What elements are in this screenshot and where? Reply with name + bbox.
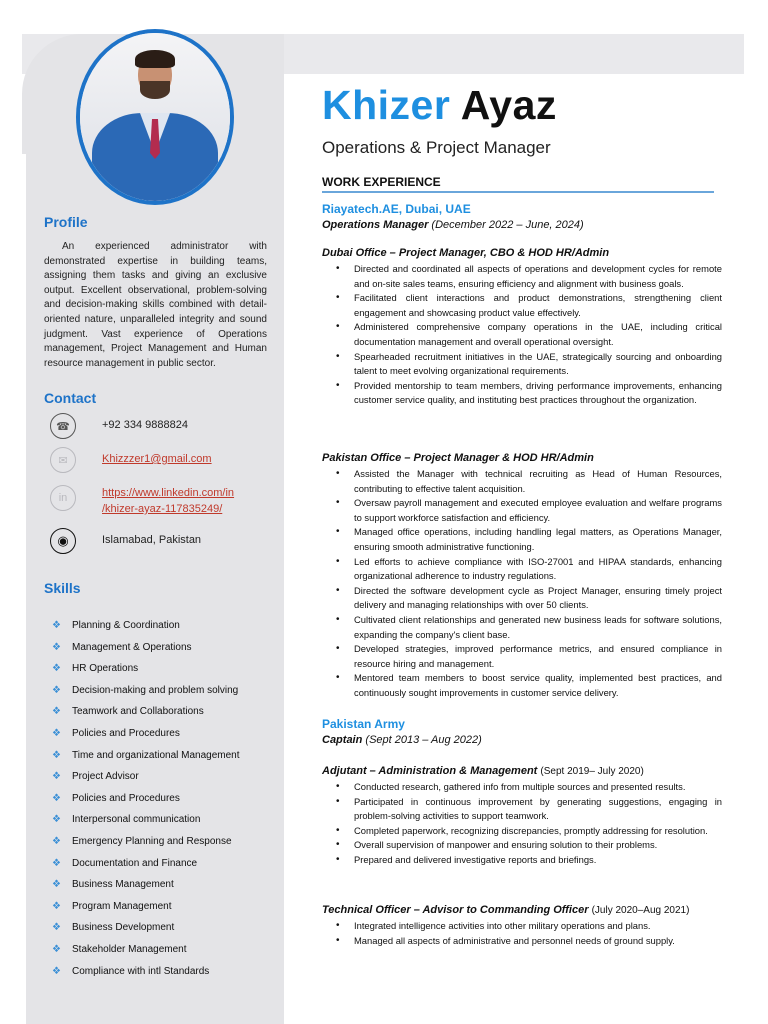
skill-label: Management & Operations — [72, 641, 192, 653]
skill-item — [52, 812, 240, 834]
position-captain: Captain (Sept 2013 – Aug 2022) — [322, 734, 482, 746]
diamond-bullet-icon: ❖ — [52, 771, 61, 783]
diamond-bullet-icon: ❖ — [52, 922, 61, 934]
bullet-item: • Led efforts to achieve compliance with ISO-27001 and HIPAA standards, enhancing organizational adherence to industry regulations. — [336, 555, 722, 584]
diamond-bullet-icon: ❖ — [52, 857, 61, 869]
subhead-pakistan-office: Pakistan Office – Project Manager & HOD HR/Admin — [322, 452, 594, 464]
bullet-item: • Provided mentorship to team members, driving performance improvements, enhancing customer service quality, and instituting best practices throughout the organization. — [336, 379, 722, 408]
bullets-adjutant — [336, 780, 722, 868]
first-name: Khizer — [322, 82, 451, 128]
bullets-technical-officer — [336, 919, 722, 948]
skill-item — [52, 748, 240, 770]
linkedin-icon: in — [50, 485, 76, 511]
last-name: Ayaz — [460, 82, 557, 128]
skill-item — [52, 877, 240, 899]
diamond-bullet-icon: ❖ — [52, 727, 61, 739]
diamond-bullet-icon: ❖ — [52, 663, 61, 675]
bullet-item: • Directed the software development cycle as Project Manager, ensuring timely project delivery and managing relationships with over 50 clients. — [336, 584, 722, 613]
skill-label: Interpersonal communication — [72, 814, 201, 826]
skill-item — [52, 640, 240, 662]
diamond-bullet-icon: ❖ — [52, 749, 61, 761]
profile-heading: Profile — [44, 214, 88, 230]
skill-label: Time and organizational Management — [72, 749, 240, 761]
skill-label: Policies and Procedures — [72, 727, 180, 739]
section-divider — [322, 191, 714, 193]
position-operations-manager: Operations Manager (December 2022 – June, 2024) — [322, 219, 584, 231]
skill-item — [52, 661, 240, 683]
diamond-bullet-icon: ❖ — [52, 879, 61, 891]
subhead-technical-officer: Technical Officer – Advisor to Commanding Officer (July 2020–Aug 2021) — [322, 904, 690, 916]
bullet-item: • Facilitated client interactions and product demonstrations, strengthening client engagement and showcasing product value effectively. — [336, 291, 722, 320]
bullet-item: • Managed all aspects of administrative and personnel needs of ground supply. — [336, 934, 722, 949]
bullet-item: • Integrated intelligence activities into other military operations and plans. — [336, 919, 722, 934]
profile-photo — [76, 29, 234, 205]
bullet-item: • Managed office operations, including handling legal matters, as Operations Manager, ensuring smooth administrative functioning. — [336, 525, 722, 554]
bullet-item: • Spearheaded recruitment initiatives in the UAE, strategically sourcing and onboarding talent to meet evolving organizational requirements. — [336, 350, 722, 379]
skill-label: Planning & Coordination — [72, 620, 180, 631]
skill-item — [52, 834, 240, 856]
diamond-bullet-icon: ❖ — [52, 706, 61, 718]
skill-label: Documentation and Finance — [72, 857, 198, 869]
bullet-item: • Cultivated client relationships and generated new business leads for software solutions, expanding the company's client base. — [336, 613, 722, 642]
diamond-bullet-icon: ❖ — [52, 792, 61, 804]
bullet-item: • Completed paperwork, recognizing discrepancies, promptly addressing for resolution. — [336, 824, 722, 839]
diamond-bullet-icon: ❖ — [52, 943, 61, 955]
bullet-item: • Administered comprehensive company operations in the UAE, including critical documentation management and overall operational oversight. — [336, 320, 722, 349]
skill-label: Policies and Procedures — [72, 792, 180, 804]
skill-item — [52, 683, 240, 705]
skill-label: Decision-making and problem solving — [72, 684, 239, 696]
skill-label: Program Management — [72, 900, 172, 912]
email-link[interactable]: Khizzzer1@gmail.com — [102, 453, 212, 465]
location-pin-icon: ◉ — [50, 528, 76, 554]
location-text: Islamabad, Pakistan — [102, 534, 202, 546]
diamond-bullet-icon: ❖ — [52, 900, 61, 912]
bullet-item: • Overall supervision of manpower and ensuring solution to their problems. — [336, 838, 722, 853]
contact-linkedin — [50, 485, 234, 517]
diamond-bullet-icon: ❖ — [52, 965, 61, 977]
skill-item — [52, 942, 240, 964]
diamond-bullet-icon: ❖ — [52, 835, 61, 847]
phone-icon: ☎ — [50, 413, 76, 439]
contact-heading: Contact — [44, 390, 97, 406]
contact-email — [50, 447, 212, 473]
skill-label: Business Development — [72, 922, 175, 934]
bullet-item: • Participated in continuous improvement by generating suggestions, engaging in problem-solving activities to support teamwork. — [336, 795, 722, 824]
bullet-item: • Oversaw payroll management and executed employee evaluation and welfare programs to support workforce satisfaction and efficiency. — [336, 496, 722, 525]
work-experience-heading: WORK EXPERIENCE — [322, 175, 441, 189]
bullets-pakistan-office — [336, 467, 722, 701]
skill-item — [52, 899, 240, 921]
skill-label: Compliance with intl Standards — [72, 965, 210, 977]
bullet-item: • Conducted research, gathered info from multiple sources and presented results. — [336, 780, 722, 795]
bullet-item: • Prepared and delivered investigative reports and briefings. — [336, 853, 722, 868]
email-icon: ✉ — [50, 447, 76, 473]
bullet-item: • Directed and coordinated all aspects of operations and development cycles for remote and on-site sales teams, ensuring efficiency and alignment with business goals. — [336, 262, 722, 291]
contact-phone — [50, 413, 188, 439]
bullet-item: • Assisted the Manager with technical recruiting as Head of Human Resources, contributing to effective talent acquisition. — [336, 467, 722, 496]
phone-text: +92 334 9888824 — [102, 419, 188, 431]
bullets-dubai-office — [336, 262, 722, 408]
skill-item — [52, 704, 240, 726]
skill-item — [52, 769, 240, 791]
skills-list — [52, 618, 240, 985]
skill-label: Project Advisor — [72, 771, 139, 783]
diamond-bullet-icon: ❖ — [52, 641, 61, 653]
skill-label: Teamwork and Collaborations — [72, 706, 204, 718]
diamond-bullet-icon: ❖ — [52, 620, 61, 631]
skill-label: HR Operations — [72, 663, 139, 675]
contact-location — [50, 528, 201, 554]
skill-item — [52, 726, 240, 748]
skill-label: Business Management — [72, 879, 174, 891]
skill-item — [52, 618, 240, 640]
skill-item — [52, 856, 240, 878]
bullet-item: • Developed strategies, improved performance metrics, and ensured compliance in resource hiring and management. — [336, 642, 722, 671]
skills-heading: Skills — [44, 580, 81, 596]
company-riayatech: Riayatech.AE, Dubai, UAE — [322, 202, 471, 216]
subhead-dubai-office: Dubai Office – Project Manager, CBO & HOD HR/Admin — [322, 247, 610, 259]
company-pakistan-army: Pakistan Army — [322, 717, 405, 731]
candidate-name — [322, 82, 557, 129]
job-title: Operations & Project Manager — [322, 138, 551, 157]
skill-item — [52, 964, 240, 986]
bullet-item: • Mentored team members to boost service quality, implemented best practices, and continuously sought improvements in customer service delivery. — [336, 671, 722, 700]
diamond-bullet-icon: ❖ — [52, 684, 61, 696]
subhead-adjutant: Adjutant – Administration & Management (Sept 2019– July 2020) — [322, 765, 644, 777]
skill-label: Stakeholder Management — [72, 943, 187, 955]
skill-item — [52, 791, 240, 813]
skill-label: Emergency Planning and Response — [72, 835, 232, 847]
diamond-bullet-icon: ❖ — [52, 814, 61, 826]
profile-text: An experienced administrator with demonstrated expertise in building teams, assigning them tasks and giving an exclusive output. Excellent observational, problem-solving and decision-making skills combined with detail-oriented nature, unparalleled integrity and sound judgment. Vast experience of Operations management, Project Management and Human resource management in public sector. — [44, 241, 267, 369]
linkedin-link-line1[interactable]: https://www.linkedin.com/in — [102, 487, 235, 499]
skill-item — [52, 920, 240, 942]
linkedin-link-line2[interactable]: /khizer-ayaz-117835249/ — [102, 503, 223, 515]
